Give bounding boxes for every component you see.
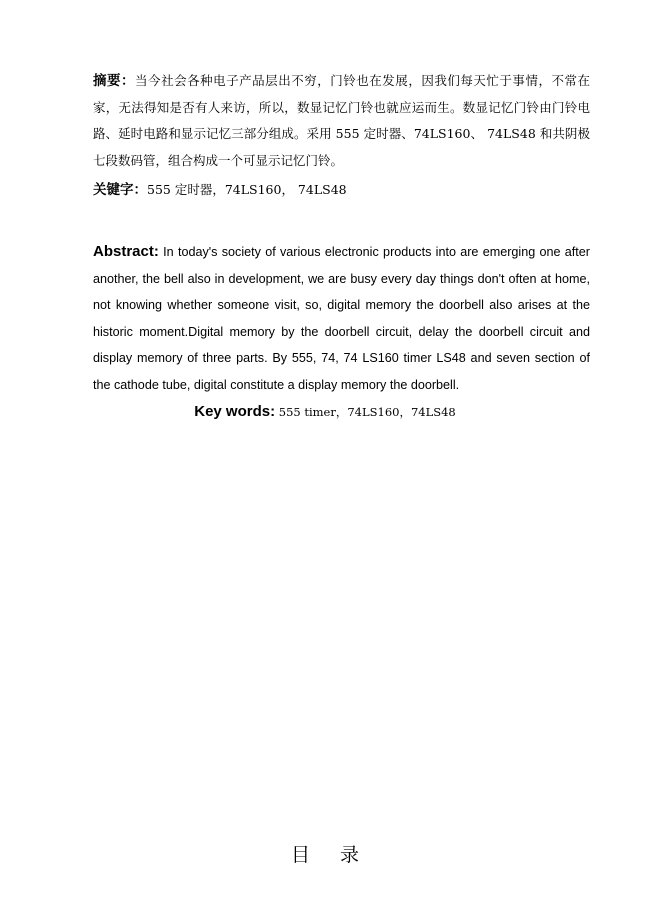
table-of-contents-title: 目录 xyxy=(290,844,389,866)
english-keywords-text: 555 timer，74LS160，74LS48 xyxy=(275,405,456,419)
chinese-keywords xyxy=(93,180,590,200)
chinese-abstract xyxy=(93,68,590,174)
english-keywords-label: Key words xyxy=(194,403,271,420)
english-abstract-label: Abstract: xyxy=(93,243,159,260)
english-abstract xyxy=(93,239,590,399)
chinese-abstract-label: 摘要： xyxy=(93,73,136,89)
english-abstract-text: In today's society of various electronic products into are emerging one after another, the bell also in development, we are busy every day things don't often at home, not knowing whether someone visit, so, digital memory the doorbell also arises at the historic moment.Digital memory by the doorbell circuit, delay the doorbell circuit and display memory of three parts. By 555, 74, 74 LS160 timer LS48 and seven section of the cathode tube, digital constitute a display memory the doorbell. xyxy=(93,245,590,392)
english-keywords xyxy=(0,402,650,422)
english-keywords-separator: : xyxy=(270,403,276,420)
chinese-keywords-text: 555 定时器，74LS160， 74LS48 xyxy=(147,182,347,197)
chinese-abstract-text: 当今社会各种电子产品层出不穷，门铃也在发展，因我们每天忙于事情，不常在家，无法得知是否有人来访，所以，数显记忆门铃也就应运而生。数显记忆门铃由门铃电路、延时电路和显示记忆三部分组成。采用 555 定时器、74LS160、 74LS48 和共阴极七段数码管，组合构成一个可显示记忆门铃。 xyxy=(93,73,590,168)
chinese-keywords-label: 关键字： xyxy=(93,182,147,198)
